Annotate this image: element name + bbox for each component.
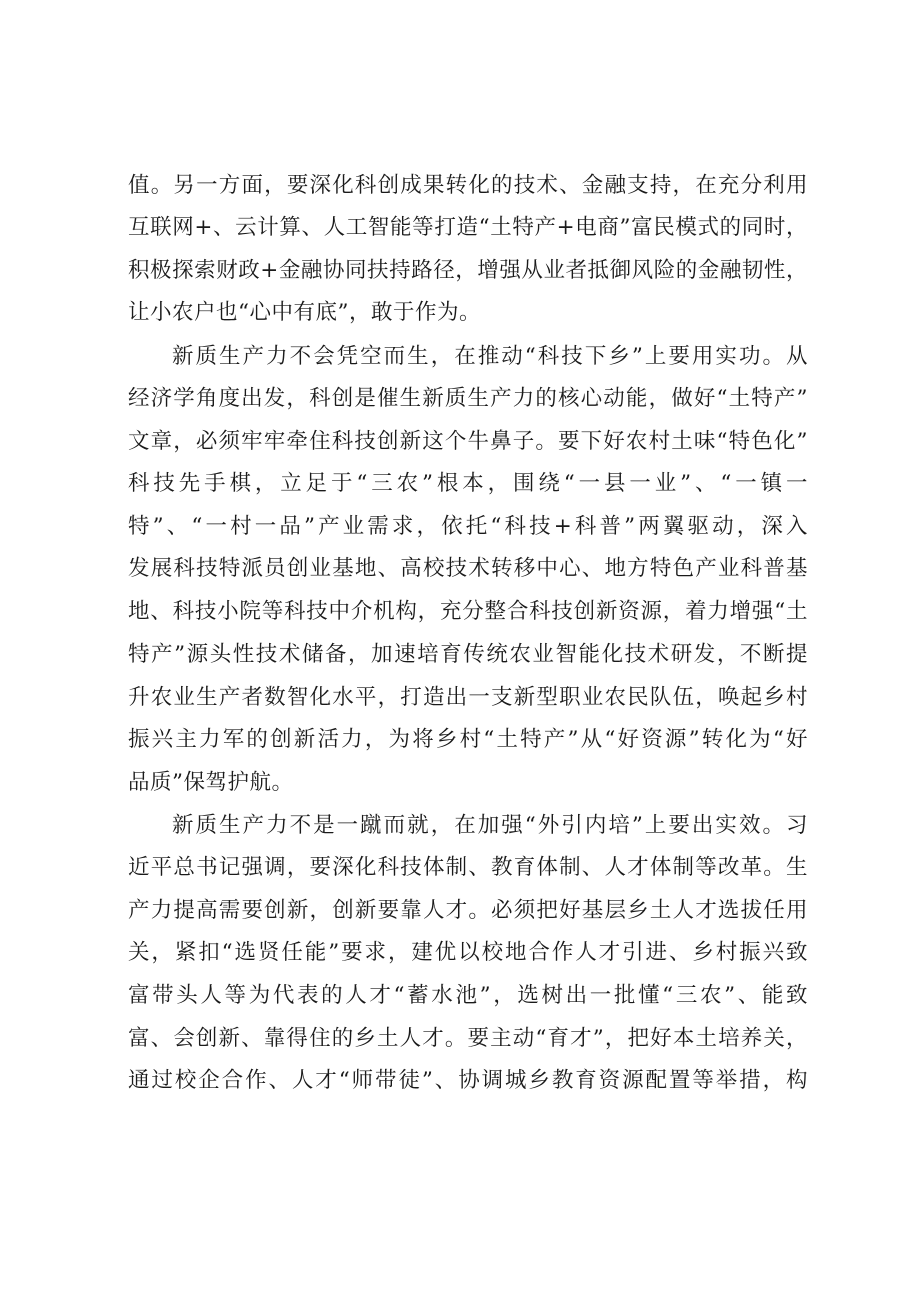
paragraph-3-line-1: 新质生产力不是一蹴而就，在加强“外引内培”上要出实效。习 <box>172 813 808 838</box>
paragraph-3-line-5: 富带头人等为代表的人才“蓄水池”，选树出一批懂“三农”、能致 <box>128 983 808 1008</box>
paragraph-2-line-9: 升农业生产者数智化水平，打造出一支新型职业农民队伍，唤起乡村 <box>128 685 808 710</box>
paragraph-1-line-4: 让小农户也“心中有底”，敢于作为。 <box>128 300 481 325</box>
paragraph-2-line-6: 发展科技特派员创业基地、高校技术转移中心、地方特色产业科普基 <box>128 556 808 581</box>
paragraph-2-line-10: 振兴主力军的创新活力，为将乡村“土特产”从“好资源”转化为“好 <box>128 727 808 752</box>
paragraph-2-line-4: 科技先手棋，立足于“三农”根本，围绕“一县一业”、“一镇一 <box>128 471 808 496</box>
paragraph-2-line-5: 特”、“一村一品”产业需求，依托“科技+科普”两翼驱动，深入 <box>128 514 808 539</box>
paragraph-2-line-11: 品质”保驾护航。 <box>128 770 294 795</box>
paragraph-2-line-8: 特产”源头性技术储备，加速培育传统农业智能化技术研发，不断提 <box>128 642 808 667</box>
paragraph-2-line-1: 新质生产力不会凭空而生，在推动“科技下乡”上要用实功。从 <box>172 344 808 369</box>
paragraph-2-line-2: 经济学角度出发，科创是催生新质生产力的核心动能，做好“土特产” <box>128 386 808 411</box>
paragraph-1-line-3: 积极探索财政+金融协同扶持路径，增强从业者抵御风险的金融韧性， <box>128 258 808 283</box>
paragraph-3-line-4: 关，紧扣“选贤任能”要求，建优以校地合作人才引进、乡村振兴致 <box>128 940 808 965</box>
paragraph-3-line-3: 产力提高需要创新，创新要靠人才。必须把好基层乡土人才选拔任用 <box>128 898 808 923</box>
paragraph-3-line-2: 近平总书记强调，要深化科技体制、教育体制、人才体制等改革。生 <box>128 855 808 880</box>
paragraph-2-line-7: 地、科技小院等科技中介机构，充分整合科技创新资源，着力增强“土 <box>128 599 808 624</box>
paragraph-1-line-1: 值。另一方面，要深化科创成果转化的技术、金融支持，在充分利用 <box>128 173 808 198</box>
paragraph-3-line-7: 通过校企合作、人才“师带徒”、协调城乡教育资源配置等举措，构 <box>128 1068 808 1093</box>
paragraph-1-line-2: 互联网+、云计算、人工智能等打造“土特产+电商”富民模式的同时， <box>128 215 808 240</box>
paragraph-3-line-6: 富、会创新、靠得住的乡土人才。要主动“育才”，把好本土培养关， <box>128 1026 808 1051</box>
paragraph-2-line-3: 文章，必须牢牢牵住科技创新这个牛鼻子。要下好农村土味“特色化” <box>128 429 808 454</box>
